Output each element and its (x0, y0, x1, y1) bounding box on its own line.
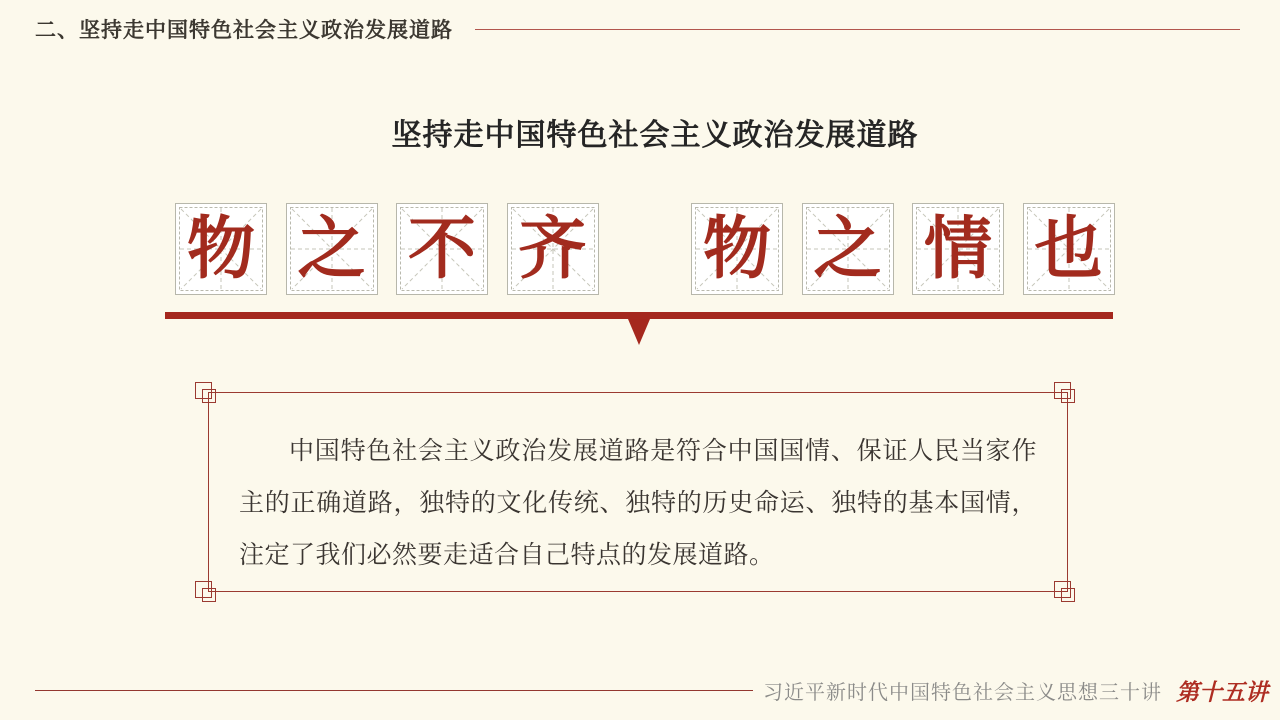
calligraphy-box (286, 203, 378, 295)
calligraphy-group-1 (175, 203, 599, 295)
footer-series-title: 习近平新时代中国特色社会主义思想三十讲 (763, 681, 1162, 704)
down-arrow-icon (628, 319, 650, 345)
calligraphy-box (912, 203, 1004, 295)
footer-lecture-number: 第十五讲 (1176, 678, 1268, 706)
slide-header (35, 14, 1240, 44)
calligraphy-char: 也 (1034, 209, 1103, 289)
calligraphy-box (507, 203, 599, 295)
ornament-square-inner (1061, 588, 1075, 602)
calligraphy-box (1023, 203, 1115, 295)
page-title: 坚持走中国特色社会主义政治发展道路 (391, 119, 919, 152)
quote-text: 中国特色社会主义政治发展道路是符合中国国情、保证人民当家作主的正确道路，独特的文化传统、独特的历史命运、独特的基本国情，注定了我们必然要走适合自己特点的发展道路。 (239, 437, 1037, 569)
header-rule (475, 29, 1240, 30)
calligraphy-char: 物 (702, 209, 771, 289)
ornament-square-inner (202, 588, 216, 602)
calligraphy-box (175, 203, 267, 295)
ornament-square-inner (1061, 389, 1075, 403)
quote-box (208, 392, 1068, 592)
calligraphy-char: 物 (186, 209, 255, 289)
calligraphy-char: 不 (407, 209, 476, 289)
calligraphy-char: 之 (813, 209, 882, 289)
calligraphy-char: 之 (297, 209, 366, 289)
red-divider (165, 312, 1113, 319)
ornament-square-inner (202, 389, 216, 403)
section-heading: 二、坚持走中国特色社会主义政治发展道路 (35, 19, 453, 42)
calligraphy-box (802, 203, 894, 295)
calligraphy-box (396, 203, 488, 295)
footer-rule (35, 690, 753, 691)
calligraphy-char: 情 (923, 209, 992, 289)
slide-footer (35, 677, 1268, 706)
calligraphy-box (691, 203, 783, 295)
calligraphy-char: 齐 (518, 209, 587, 289)
calligraphy-group-2 (691, 203, 1115, 295)
